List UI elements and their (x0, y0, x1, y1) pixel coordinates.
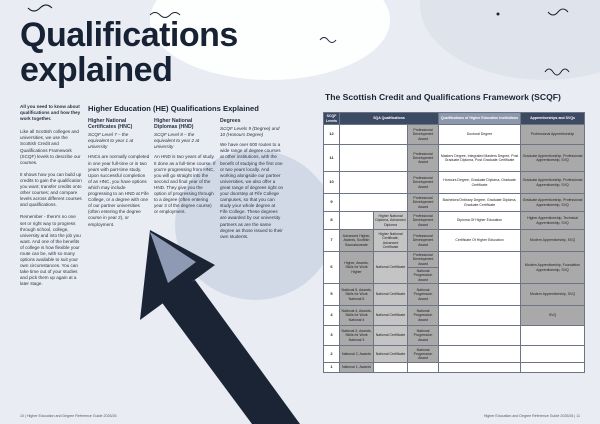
header-he: Qualifications of Higher Education Institutions (439, 113, 521, 125)
footer-left (20, 414, 116, 418)
level-cell: 6 (324, 252, 340, 284)
title-line-2: explained (20, 51, 173, 89)
empty-cell (340, 172, 408, 194)
pda-cell: Professional Development Award (408, 172, 439, 194)
pda-cell: Professional Development Award (408, 252, 439, 268)
dot-decoration (497, 13, 500, 16)
table-row (324, 326, 585, 346)
empty-cell (439, 326, 521, 346)
he-cell: Masters Degree, Integrated Masters Degree, Post Graduate Diploma, Post Graduate Certificate (439, 145, 521, 172)
footer-separator: | (25, 414, 27, 418)
squiggle-right (548, 9, 568, 15)
empty-cell (521, 346, 585, 363)
npa-cell: National Progression Award (408, 306, 439, 326)
footer-left-text: Higher Education and Degree Reference Guide 2025/26 (26, 414, 117, 418)
he-cell: Diploma Of Higher Education (439, 212, 521, 230)
he-cell: Honours Degree, Graduate Diploma, Graduate Certificate (439, 172, 521, 194)
npa-cell: National Progression Award (408, 268, 439, 284)
hn-cell: National Certificate (374, 252, 408, 284)
table-row (324, 363, 585, 373)
header-apprenticeships: Apprenticeships and SVQs (521, 113, 585, 125)
level-cell: 3 (324, 326, 340, 346)
level-cell: 4 (324, 306, 340, 326)
apprenticeship-cell: Modern Apprenticeship, SVQ (521, 230, 585, 252)
table-row (324, 172, 585, 194)
header-sqa: SQA Qualifications (340, 113, 439, 125)
national-cell: Higher, Awards, Skills for Work Higher (340, 252, 374, 284)
empty-cell (439, 306, 521, 326)
apprenticeship-cell: Higher Apprenticeship, Technical Apprenticeship, SVQ (521, 212, 585, 230)
intro-column (20, 104, 82, 294)
level-cell: 7 (324, 230, 340, 252)
page-title (20, 18, 238, 88)
footer-right (484, 414, 580, 418)
empty-cell (439, 284, 521, 306)
hnc-subheading: SCQF Level 7 – the equivalent to year 1 at university (88, 132, 134, 150)
apprenticeship-cell: Modern Apprenticeship, SVQ (521, 284, 585, 306)
national-cell: Advanced Higher, Awards, Scottish Baccalaureate (340, 230, 374, 252)
hnc-body: HNCs are normally completed in one year full-time or in two years with part-time study. Upon successful completion of an HNC, you have options which may include progressing to an HND at Fife College, or a degree with one of our partner universities (often entering the degree course in year 2), or employment. (88, 154, 150, 227)
header-levels: SCQF Levels (324, 113, 340, 125)
squiggle-right-low (545, 69, 569, 75)
squiggle-left (28, 5, 52, 11)
page-number-left: 10 (20, 414, 24, 418)
pda-cell: Professional Development Award (408, 230, 439, 252)
intro-paragraph: It shows how you can build up credits to gain the qualification you want; transfer credits onto other courses; and compare levels across different courses and qualifications. (20, 171, 82, 208)
degree-subheading: SCQF Levels 9 (Degree) and 10 (Honours Degree) (220, 126, 280, 138)
empty-cell (521, 363, 585, 373)
footer-right-text: Higher Education and Degree Reference Guide 2025/26 (483, 414, 574, 418)
footer-separator: | (574, 414, 577, 418)
intro-paragraph: Like all Scottish colleges and universities, we use the Scottish Credit and Qualifications Framework (SCQF) levels to describe our courses. (20, 129, 81, 165)
hn-cell: National Certificate (374, 326, 408, 346)
hnd-heading: Higher National Diplomas (HND) (154, 118, 194, 131)
he-section-title: Higher Education (HE) Qualifications Explained (88, 104, 259, 113)
table-row (324, 125, 585, 145)
national-cell: National 5, Awards, Skills for Work National 5 (340, 284, 374, 306)
scqf-table (323, 112, 585, 373)
he-cell: Bachelors/Ordinary Degree, Graduate Diploma, Graduate Certificate (439, 194, 521, 212)
apprenticeship-cell: Graduate Apprenticeship, Professional Apprenticeship, SVQ (521, 172, 585, 194)
page-number-right: 11 (576, 414, 580, 418)
empty-cell (439, 346, 521, 363)
hnc-column (88, 118, 150, 228)
title-line-1: Qualifications (20, 16, 238, 54)
hnd-column (154, 118, 216, 215)
table-row (324, 230, 585, 252)
table-row (324, 284, 585, 306)
national-cell: National 1, Awards (340, 363, 374, 373)
empty-cell (439, 252, 521, 284)
table-row (324, 252, 585, 268)
hn-cell: Higher National Diploma, Advanced Diploma (374, 212, 408, 230)
npa-cell: National Progression Award (408, 284, 439, 306)
level-cell: 11 (324, 145, 340, 172)
table-row (324, 212, 585, 230)
empty-cell (521, 326, 585, 346)
npa-cell: National Progression Award (408, 326, 439, 346)
empty-cell (439, 363, 521, 373)
level-cell: 5 (324, 284, 340, 306)
level-cell: 12 (324, 125, 340, 145)
intro-paragraph: Remember - there's no one set or right way to progress through school, college, university and into the job you want. And one of the benefits of college is how flexible your route can be, with so many options available to suit your own circumstances. You can take time out of your studies and pick them up again at a later stage. (20, 214, 81, 287)
level-cell: 1 (324, 363, 340, 373)
national-cell: National 3, Awards, Skills for Work National 3 (340, 326, 374, 346)
national-cell: National 2, Awards (340, 346, 374, 363)
hnd-subheading: SCQF Level 8 – the equivalent to year 2 at university (154, 132, 200, 150)
apprenticeship-cell: SVQ (521, 306, 585, 326)
table-row (324, 346, 585, 363)
intro-lead: All you need to know about qualifications and how they work together. (20, 104, 81, 122)
apprenticeship-cell: Graduate Apprenticeship, Professional Apprenticeship, SVQ (521, 145, 585, 172)
level-cell: 10 (324, 172, 340, 194)
level-cell: 2 (324, 346, 340, 363)
scqf-title: The Scottish Credit and Qualifications Framework (SCQF) (325, 92, 561, 102)
level-cell: 9 (324, 194, 340, 212)
apprenticeship-cell: Modern Apprenticeship, Foundation Apprenticeship, SVQ (521, 252, 585, 284)
empty-cell (340, 145, 408, 172)
pda-cell: Professional Development Award (408, 125, 439, 145)
table-row (324, 306, 585, 326)
apprenticeship-cell: Professional Apprenticeship (521, 125, 585, 145)
empty-cell (374, 363, 408, 373)
hn-cell: National Certificate (374, 346, 408, 363)
hnd-body: An HND is two years of study. It done as a full-time course. If you're progressing from HNC, you will go straight into the second and final year of the HND. They give you the option of progressing through to a degree (often entering year 3 of the degree course) or employment. (154, 154, 216, 215)
he-cell: Doctoral Degree (439, 125, 521, 145)
degree-heading: Degrees (220, 118, 241, 124)
table-row (324, 145, 585, 172)
pda-cell: Professional Development Award (408, 194, 439, 212)
scqf-header-row (324, 113, 585, 125)
empty-cell (340, 125, 408, 145)
hnc-heading: Higher National Certificates (HNC) (88, 118, 133, 131)
npa-cell: National Progression Award (408, 346, 439, 363)
hn-cell: Higher National Certificate, Advanced Certificate (374, 230, 408, 252)
empty-cell (408, 363, 439, 373)
squiggle-center (320, 38, 336, 43)
degree-column (220, 118, 284, 240)
degree-body: We have over 600 routes to a wide range of degree courses at other institutions, with the benefit of studying the first one or two years locally. And working alongside our partner universities, we also offer a great range of degrees right on your doorstep at Fife College campuses, so that you can study your whole degree at Fife College. These degrees are awarded by our university partners as are the same degree as those issued to their own students. (220, 142, 284, 239)
table-row (324, 194, 585, 212)
pda-cell: Professional Development Award (408, 145, 439, 172)
empty-cell (340, 212, 374, 230)
he-cell: Certificate Of Higher Education (439, 230, 521, 252)
level-cell: 8 (324, 212, 340, 230)
empty-cell (340, 194, 408, 212)
pda-cell: Professional Development Award (408, 212, 439, 230)
hn-cell: National Certificate (374, 284, 408, 306)
apprenticeship-cell: Graduate Apprenticeship, Professional Apprenticeship, SVQ (521, 194, 585, 212)
hn-cell: National Certificate (374, 306, 408, 326)
national-cell: National 4, Awards, Skills for Work National 4 (340, 306, 374, 326)
